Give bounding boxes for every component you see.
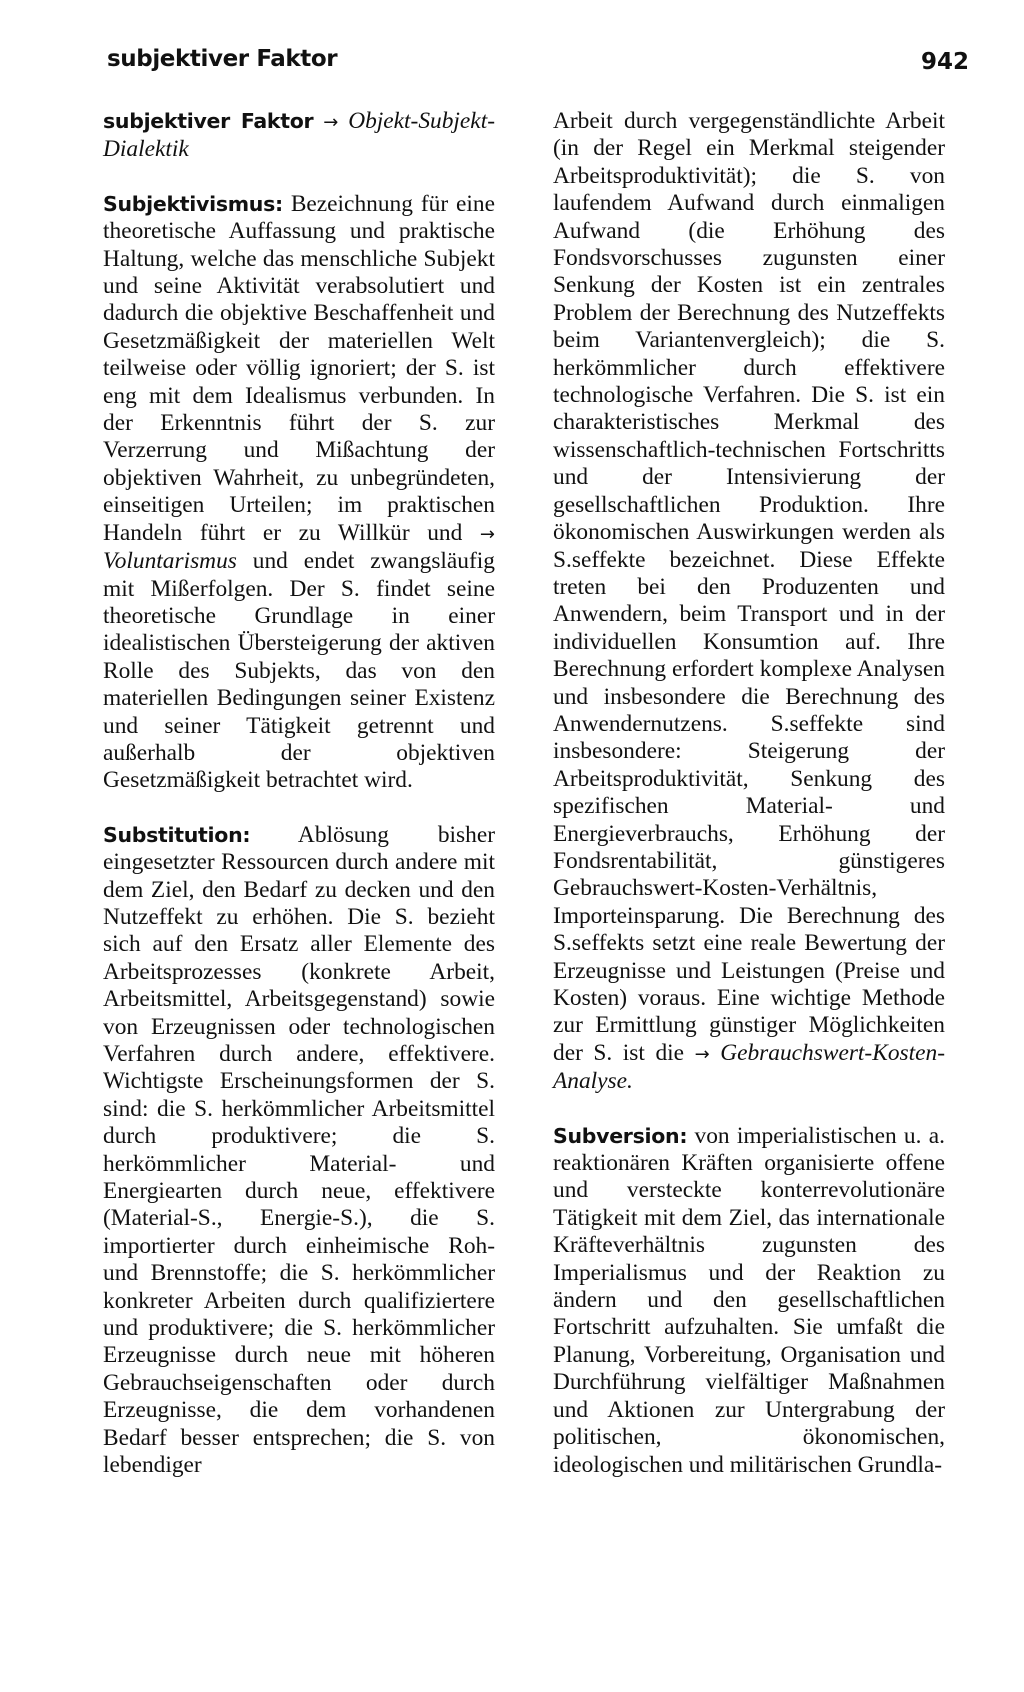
entry-text: und endet zwangsläufig mit Mißerfolgen. Der S. findet seine theoretische Grundlage in einer idealistischen Übersteigerung der aktiven Rolle des Subjekts, das von den materiellen Bedingungen seiner Existenz und seiner Tätigkeit getrennt und außerhalb der objektiven Gesetzmäßigkeit betrachtet wird.	[103, 548, 495, 794]
cross-reference-arrow-icon: →	[479, 523, 495, 545]
cross-reference-link[interactable]: Voluntarismus	[103, 548, 237, 575]
right-column	[553, 108, 945, 1506]
entry-text: von imperialistischen u. a. reaktionären Kräften organisierte offene und versteckte konterrevolutionäre Tätigkeit mit dem Ziel, das internationale Kräfteverhältnis zugunsten des Imperialismus und der Reaktion zu ändern und den gesellschaftlichen Fortschritt aufzuhalten. Sie umfaßt die Planung, Vorbereitung, Organisation und Durchführung vielfältiger Maßnahmen und Aktionen zur Untergrabung der politischen, ökonomischen, ideologischen und militärischen Grundla-	[553, 1122, 945, 1478]
left-column	[103, 108, 495, 1507]
entry-lemma: Subversion:	[553, 1123, 688, 1148]
entry-substitution-continued	[553, 108, 945, 1096]
entry-text: Ablösung bisher eingesetzter Ressourcen durch andere mit dem Ziel, den Bedarf zu decken und den Nutzeffekt zu erhöhen. Die S. bezieht sich auf den Ersatz aller Elemente des Arbeitsprozesses (konkrete Arbeit, Arbeitsmittel, Arbeitsgegenstand) sowie von Erzeugnissen oder technologischen Verfahren durch andere, effektivere. Wichtigste Erscheinungsformen der S. sind: die S. herkömmlicher Arbeitsmittel durch produktivere; die S. herkömmlicher Material- und Energiearten durch neue, effektivere (Material-S., Energie-S.), die S. importierter durch einheimische Roh- und Brennstoffe; die S. herkömmlicher konkreter Arbeiten durch qualifiziertere und produktivere; die S. herkömmlicher Erzeugnisse durch neue mit höheren Gebrauchseigenschaften oder durch Erzeugnisse, die dem vorhandenen Bedarf besser entsprechen; die S. von lebendiger	[103, 821, 495, 1479]
entry-subjektiver-faktor	[103, 108, 495, 164]
entry-subversion	[553, 1123, 945, 1479]
entry-text: Bezeichnung für eine theoretische Auffassung und praktische Haltung, welche das menschliche Subjekt und seine Aktivität verabsolutiert und dadurch die objektive Beschaffenheit und Gesetzmäßigkeit der materiellen Welt teilweise oder völlig ignoriert; der S. ist eng mit dem Idealismus verbunden. In der Erkenntnis führt der S. zur Verzerrung und Mißachtung der objektiven Wahrheit, zu unbegründeten, einseitigen Urteilen; im praktischen Handeln führt er zu Willkür und	[103, 190, 495, 546]
entry-text: Arbeit durch vergegenständlichte Arbeit (in der Regel ein Merkmal steigender Arbeitsproduktivität); die S. von laufendem Aufwand durch einmaligen Aufwand (die Erhöhung des Fondsvorschusses zugunsten einer Senkung der Kosten ist ein zentrales Problem der Berechnung des Nutzeffekts beim Variantenvergleich); die S. herkömmlicher durch effektivere technologische Verfahren. Die S. ist ein charakteristisches Merkmal des wissenschaftlich-technischen Fortschritts und der Intensivierung der gesellschaftlichen Produktion. Ihre ökonomischen Auswirkungen werden als S.seffekte bezeichnet. Diese Effekte treten bei den Produzenten und Anwendern, beim Transport und in der individuellen Konsumtion auf. Ihre Berechnung erfordert komplexe Analysen und insbesondere die Berechnung des Anwendernutzens. S.seffekte sind insbesondere: Steigerung der Arbeitsproduktivität, Senkung des spezifischen Material- und Energieverbrauchs, Erhöhung der Fondsrentabilität, günstigeres Gebrauchswert-Kosten-Verhältnis, Importeinsparung. Die Berechnung des S.seffekts setzt eine reale Bewertung der Erzeugnisse und Leistungen (Preise und Kosten) voraus. Eine wichtige Methode zur Ermittlung günstiger Möglichkeiten der S. ist die	[553, 108, 945, 1066]
entry-lemma: subjektiver Faktor	[103, 109, 314, 133]
cross-reference-link[interactable]: Gebrauchswert-Kosten-Analyse.	[553, 1039, 945, 1095]
cross-reference-arrow-icon: →	[323, 112, 339, 133]
running-head: subjektiver Faktor	[107, 46, 338, 72]
entry-subjektivismus	[103, 191, 495, 795]
entry-substitution	[103, 822, 495, 1480]
entry-lemma: Substitution:	[103, 822, 251, 847]
cross-reference-link[interactable]: Objekt-Subjekt-Dialektik	[103, 108, 495, 163]
cross-reference-arrow-icon: →	[694, 1043, 710, 1065]
entry-lemma: Subjektivismus:	[103, 191, 283, 216]
page-number: 942	[920, 49, 969, 75]
